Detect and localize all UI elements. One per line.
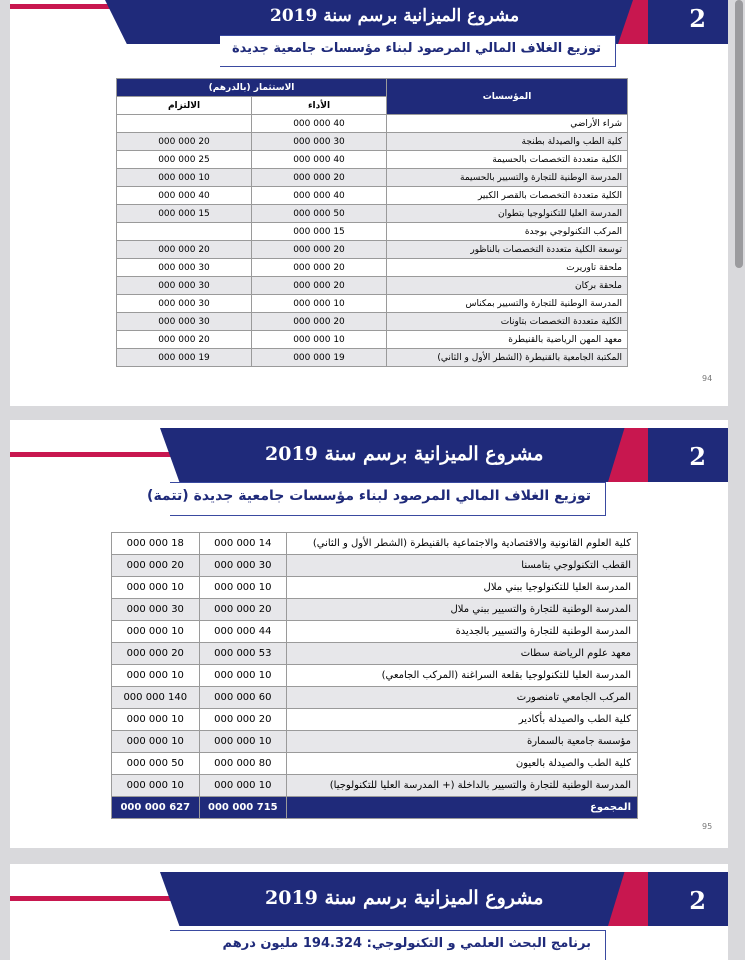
institutions-table-continued (111, 532, 638, 819)
institution-name: المدرسة العليا للتكنولوجيا ببني ملال (287, 577, 638, 599)
payment-value: 20 000 000 (252, 169, 387, 187)
payment-value: 10 000 000 (199, 775, 287, 797)
institution-name: المدرسة الوطنية للتجارة والتسيير بمكناس (387, 295, 628, 313)
commitment-value: 25 000 000 (117, 151, 252, 169)
payment-value: 53 000 000 (199, 643, 287, 665)
payment-value: 14 000 000 (199, 533, 287, 555)
total-label: المجموع (287, 797, 638, 819)
table-row (117, 259, 628, 277)
col-payment: الأداء (252, 97, 387, 115)
table-row (117, 205, 628, 223)
table-row (117, 187, 628, 205)
commitment-value: 30 000 000 (112, 599, 200, 621)
commitment-value: 140 000 000 (112, 687, 200, 709)
institution-name: الكلية متعددة التخصصات بالقصر الكبير (387, 187, 628, 205)
table-row (112, 731, 638, 753)
section-number: 2 (689, 442, 706, 471)
subtitle-bar (147, 482, 606, 516)
institution-name: المدرسة العليا للتكنولوجيا بتطوان (387, 205, 628, 223)
total-row (112, 797, 638, 819)
payment-value: 10 000 000 (252, 331, 387, 349)
document-page-3 (10, 864, 728, 960)
payment-value: 19 000 000 (252, 349, 387, 367)
document-page-1 (10, 0, 728, 406)
payment-value: 20 000 000 (252, 241, 387, 259)
col-investment: الاستثمار (بالدرهم) (117, 79, 387, 97)
table-row (117, 223, 628, 241)
institution-name: المدرسة الوطنية للتجارة والتسيير بالجديدة (287, 621, 638, 643)
page-number: 94 (702, 374, 713, 383)
commitment-value: 10 000 000 (117, 169, 252, 187)
page-header (10, 428, 728, 482)
payment-value: 10 000 000 (199, 665, 287, 687)
commitment-value: 10 000 000 (112, 665, 200, 687)
institution-name: المكتبة الجامعية بالقنيطرة (الشطر الأول و الثاني) (387, 349, 628, 367)
commitment-value (117, 115, 252, 133)
subtitle: توزيع الغلاف المالي المرصود لبناء مؤسسات جامعية جديدة (تتمة) (147, 488, 591, 504)
table-row (117, 313, 628, 331)
commitment-value: 20 000 000 (117, 331, 252, 349)
payment-value: 30 000 000 (199, 555, 287, 577)
table-row (117, 169, 628, 187)
institution-name: كلية الطب والصيدلة بالعيون (287, 753, 638, 775)
payment-value: 60 000 000 (199, 687, 287, 709)
table-row (112, 555, 638, 577)
institution-name: الكلية متعددة التخصصات بالحسيمة (387, 151, 628, 169)
commitment-value: 10 000 000 (112, 731, 200, 753)
table-row (112, 533, 638, 555)
payment-value: 40 000 000 (252, 115, 387, 133)
commitment-value: 10 000 000 (112, 577, 200, 599)
institutions-table (116, 78, 628, 367)
page-header (10, 872, 728, 926)
col-commitment: الالتزام (117, 97, 252, 115)
table-row (112, 621, 638, 643)
header-title: مشروع الميزانية برسم سنة 2019 (265, 887, 544, 909)
total-commitment: 627 000 000 (112, 797, 200, 819)
document-page-2 (10, 420, 728, 848)
payment-value: 50 000 000 (252, 205, 387, 223)
table-row (112, 665, 638, 687)
payment-value: 10 000 000 (199, 731, 287, 753)
table-row (117, 277, 628, 295)
subtitle-bar (170, 930, 606, 960)
institution-name: المدرسة الوطنية للتجارة والتسيير بالحسيمة (387, 169, 628, 187)
commitment-value: 20 000 000 (117, 133, 252, 151)
institution-name: الكلية متعددة التخصصات بتاونات (387, 313, 628, 331)
header-title: مشروع الميزانية برسم سنة 2019 (265, 443, 544, 465)
table-row (117, 151, 628, 169)
commitment-value (117, 223, 252, 241)
table-row (117, 295, 628, 313)
institution-name: القطب التكنولوجي بتامسنا (287, 555, 638, 577)
commitment-value: 18 000 000 (112, 533, 200, 555)
section-number: 2 (689, 886, 706, 915)
commitment-value: 19 000 000 (117, 349, 252, 367)
table-row (112, 753, 638, 775)
payment-value: 20 000 000 (252, 277, 387, 295)
institution-name: معهد المهن الرياضية بالقنيطرة (387, 331, 628, 349)
commitment-value: 40 000 000 (117, 187, 252, 205)
subtitle: برنامج البحث العلمي و التكنولوجي: 194.324 مليون درهم (222, 936, 591, 951)
table-row (112, 709, 638, 731)
institution-name: المدرسة الوطنية للتجارة والتسيير بالداخلة (+ المدرسة العليا للتكنولوجيا) (287, 775, 638, 797)
institution-name: معهد علوم الرياضة سطات (287, 643, 638, 665)
table-row (117, 133, 628, 151)
total-payment: 715 000 000 (199, 797, 287, 819)
commitment-value: 10 000 000 (112, 775, 200, 797)
table-row (112, 687, 638, 709)
institution-name: المدرسة العليا للتكنولوجيا بقلعة السراغنة (المركب الجامعي) (287, 665, 638, 687)
table-row (117, 349, 628, 367)
col-institutions: المؤسسات (387, 79, 628, 115)
payment-value: 10 000 000 (199, 577, 287, 599)
institution-name: كلية الطب والصيدلة بطنجة (387, 133, 628, 151)
header-title: مشروع الميزانية برسم سنة 2019 (270, 6, 520, 26)
commitment-value: 50 000 000 (112, 753, 200, 775)
institution-name: المركب التكنولوجي بوجدة (387, 223, 628, 241)
payment-value: 20 000 000 (199, 599, 287, 621)
commitment-value: 30 000 000 (117, 277, 252, 295)
table-row (112, 577, 638, 599)
payment-value: 40 000 000 (252, 151, 387, 169)
table-row (117, 241, 628, 259)
commitment-value: 30 000 000 (117, 259, 252, 277)
page-number: 95 (702, 822, 713, 831)
commitment-value: 20 000 000 (112, 643, 200, 665)
institution-name: مؤسسة جامعية بالسمارة (287, 731, 638, 753)
payment-value: 44 000 000 (199, 621, 287, 643)
institution-name: المركب الجامعي تامنصورت (287, 687, 638, 709)
institution-name: ملحقة بركان (387, 277, 628, 295)
institution-name: شراء الأراضي (387, 115, 628, 133)
subtitle-bar (220, 35, 616, 67)
section-number: 2 (689, 4, 706, 33)
payment-value: 20 000 000 (252, 313, 387, 331)
payment-value: 80 000 000 (199, 753, 287, 775)
scrollbar-thumb[interactable] (735, 0, 743, 268)
payment-value: 10 000 000 (252, 295, 387, 313)
payment-value: 20 000 000 (199, 709, 287, 731)
commitment-value: 10 000 000 (112, 621, 200, 643)
subtitle: توزيع الغلاف المالي المرصود لبناء مؤسسات جامعية جديدة (231, 41, 601, 56)
commitment-value: 30 000 000 (117, 295, 252, 313)
institution-name: ملحقة تاوريرت (387, 259, 628, 277)
payment-value: 40 000 000 (252, 187, 387, 205)
table-row (112, 775, 638, 797)
payment-value: 15 000 000 (252, 223, 387, 241)
table-row (117, 115, 628, 133)
table-row (112, 643, 638, 665)
institution-name: كلية العلوم القانونية والاقتصادية والاجتماعية بالقنيطرة (الشطر الأول و الثاني) (287, 533, 638, 555)
institution-name: كلية الطب والصيدلة بأكادير (287, 709, 638, 731)
payment-value: 30 000 000 (252, 133, 387, 151)
commitment-value: 20 000 000 (112, 555, 200, 577)
commitment-value: 10 000 000 (112, 709, 200, 731)
table-row (112, 599, 638, 621)
commitment-value: 30 000 000 (117, 313, 252, 331)
table-row (117, 331, 628, 349)
payment-value: 20 000 000 (252, 259, 387, 277)
commitment-value: 20 000 000 (117, 241, 252, 259)
institution-name: توسعة الكلية متعددة التخصصات بالناظور (387, 241, 628, 259)
institution-name: المدرسة الوطنية للتجارة والتسيير ببني ملال (287, 599, 638, 621)
commitment-value: 15 000 000 (117, 205, 252, 223)
